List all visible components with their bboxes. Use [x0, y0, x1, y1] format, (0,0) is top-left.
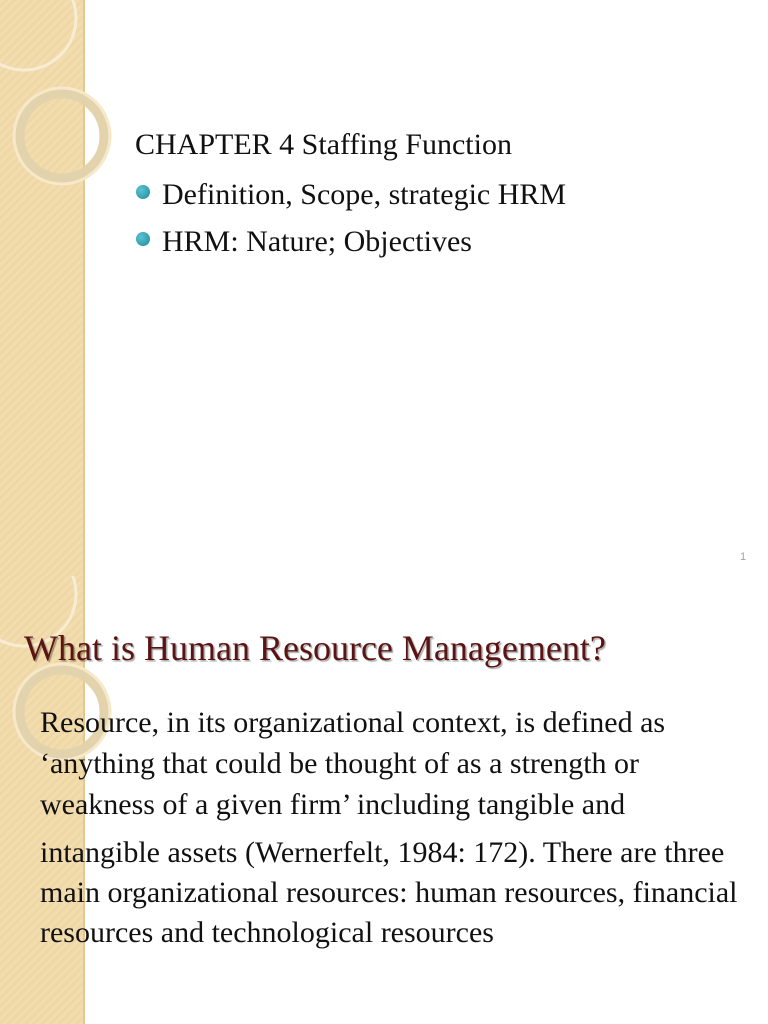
- bullet-item: [134, 222, 566, 269]
- slide-title: CHAPTER 4 Staffing Function: [135, 128, 512, 161]
- bullet-list: [134, 175, 566, 269]
- bullet-dot-icon: [136, 232, 150, 246]
- bullet-text: HRM: Nature; Objectives: [162, 225, 472, 258]
- bullet-item: [134, 175, 566, 222]
- body-paragraph: intangible assets (Wernerfelt, 1984: 172). There are three main organizational resources: human resources, financial resources and technological resources: [40, 836, 738, 949]
- decorative-rings-icon: [0, 0, 140, 230]
- slide-number: 1: [740, 551, 747, 563]
- bullet-text: Definition, Scope, strategic HRM: [162, 178, 567, 211]
- bullet-dot-icon: [136, 185, 150, 199]
- slide-heading: What is Human Resource Management?: [24, 628, 606, 668]
- slide-body: [40, 702, 740, 953]
- body-paragraph: Resource, in its organizational context, is defined as ‘anything that could be thought of as a strength or weakness of a given firm’ including tangible and: [40, 706, 666, 821]
